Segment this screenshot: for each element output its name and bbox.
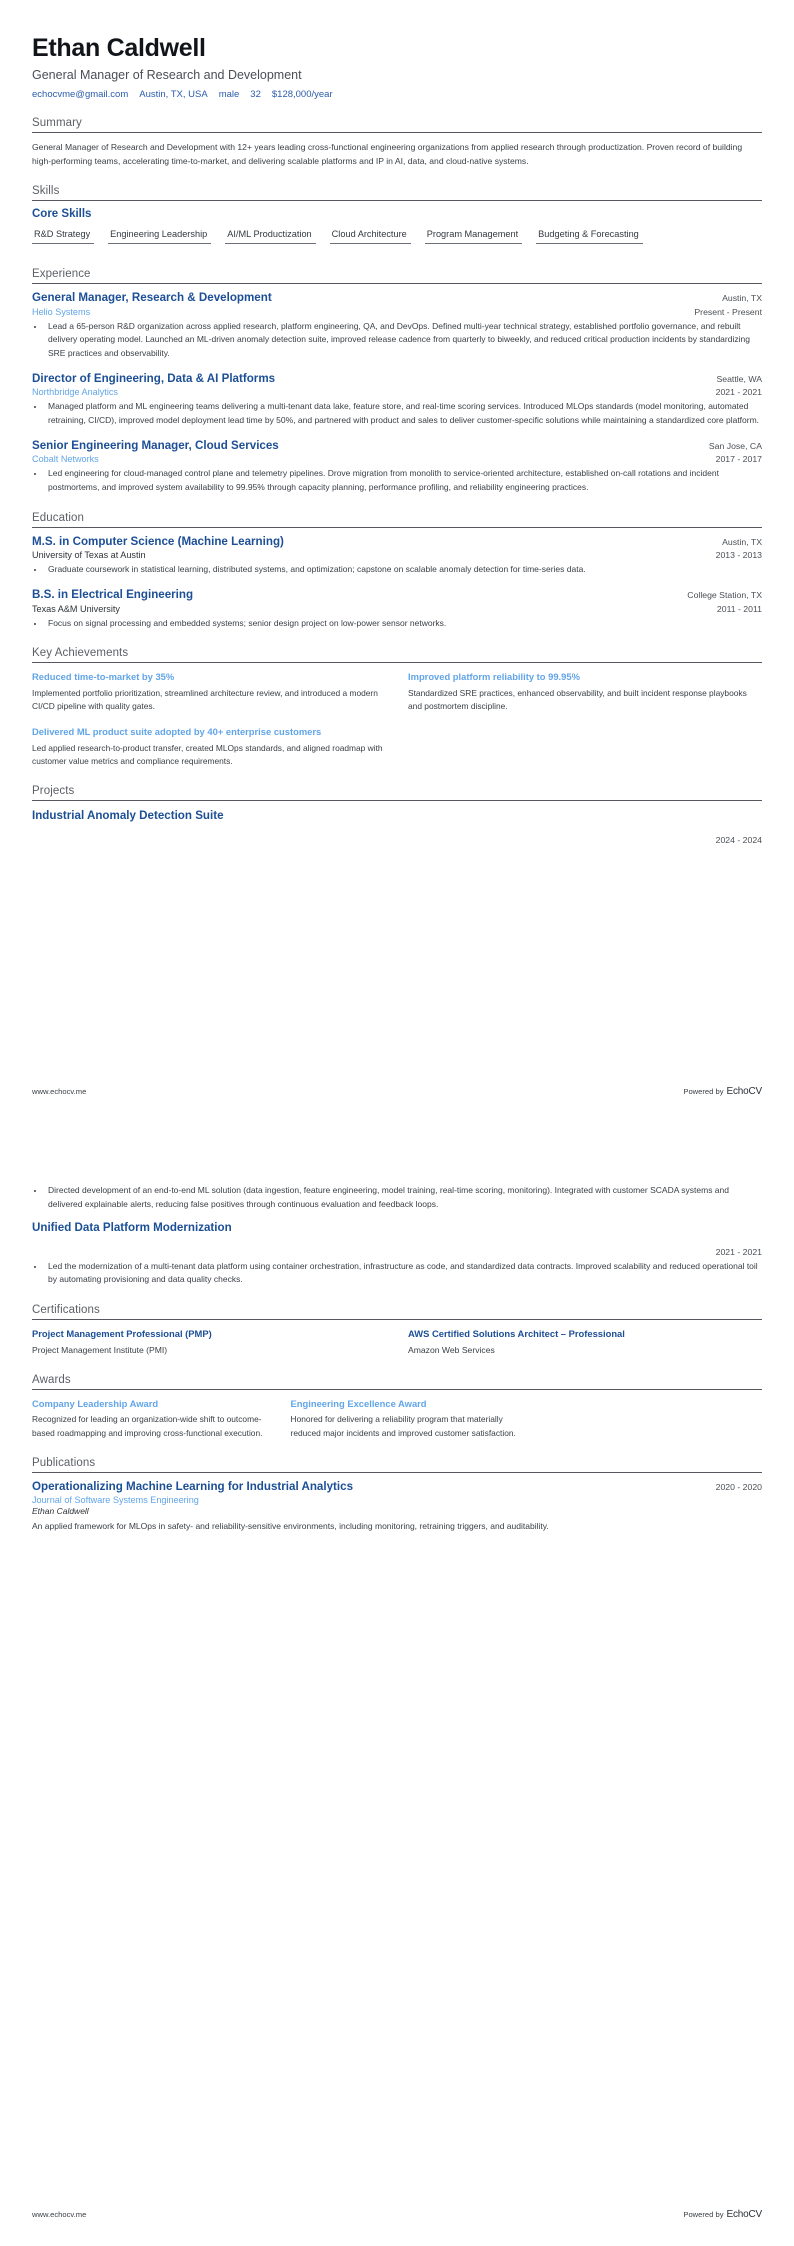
page-footer <box>32 2209 762 2220</box>
bullet-item: • Focus on signal processing and embedded systems; senior design project on low-power sensor networks. <box>45 617 762 631</box>
section-certifications <box>32 1304 762 1357</box>
publication-title: Operationalizing Machine Learning for Industrial Analytics <box>32 1480 354 1494</box>
education-bullets <box>45 563 762 577</box>
project-name: Unified Data Platform Modernization <box>32 1220 232 1234</box>
education-school: Texas A&M University <box>32 603 120 614</box>
certification-name: AWS Certified Solutions Architect – Professional <box>408 1328 625 1340</box>
certifications-grid <box>32 1327 762 1357</box>
section-heading-summary: Summary <box>32 117 762 133</box>
award-description: Recognized for leading an organization-wide shift to outcome-based roadmapping and improving cross-functional execution. <box>32 1414 263 1438</box>
publication-description: An applied framework for MLOps in safety- and reliability-sensitive environments, including monitoring, retraining triggers, and auditability. <box>32 1520 549 1531</box>
resume-header <box>32 34 762 100</box>
experience-location: Austin, TX <box>722 293 762 304</box>
publication-authors: Ethan Caldwell <box>32 1505 89 1516</box>
section-summary <box>32 117 762 168</box>
award-item <box>291 1397 528 1441</box>
achievement-item <box>32 725 386 769</box>
section-heading-publications: Publications <box>32 1457 762 1473</box>
project-entry <box>32 808 762 845</box>
education-bullets <box>45 617 762 631</box>
experience-company: Northbridge Analytics <box>32 387 118 398</box>
award-item <box>32 1397 269 1441</box>
experience-dates: Present - Present <box>694 306 762 317</box>
experience-bullets <box>45 467 762 495</box>
bullet-item: • Directed development of an end-to-end ML solution (data ingestion, feature engineering, model training, real-time scoring, monitoring). Integrated with customer SCADA systems and delivered explainable alerts, reducing false positives through continuous evaluation and feedback loops. <box>45 1184 762 1212</box>
achievement-item <box>408 670 762 714</box>
award-description: Honored for delivering a reliability program that materially reduced major incidents and improved customer satisfaction. <box>290 1414 516 1438</box>
achievement-title: Improved platform reliability to 99.95% <box>408 671 580 683</box>
certification-item <box>408 1327 762 1357</box>
contact-email[interactable]: echocvme@gmail.com <box>32 88 129 100</box>
footer-powered-label: Powered by <box>683 2210 724 2219</box>
experience-job-title: Director of Engineering, Data & AI Platforms <box>32 371 276 385</box>
section-key-achievements <box>32 647 762 768</box>
project-dates: 2021 - 2021 <box>715 1246 762 1257</box>
bullet-item: • Managed platform and ML engineering teams delivering a multi-tenant data lake, feature store, and real-time scoring services. Introduced MLOps standards (model monitoring, automated retraining, CI/CD), improved model deployment lead time by 50%, and partnered with product and sales to deliver customer-specific solutions while maintaining a standardized core platform. <box>45 400 762 428</box>
experience-job-title: Senior Engineering Manager, Cloud Services <box>32 438 279 452</box>
education-school: University of Texas at Austin <box>32 550 146 561</box>
candidate-headline: General Manager of Research and Development <box>32 67 302 82</box>
section-education <box>32 512 762 631</box>
section-experience <box>32 268 762 495</box>
award-name: Company Leadership Award <box>32 1397 159 1409</box>
experience-location: San Jose, CA <box>708 440 762 451</box>
section-heading-achievements: Key Achievements <box>32 647 762 663</box>
education-degree: M.S. in Computer Science (Machine Learning) <box>32 534 284 548</box>
section-skills <box>32 185 762 251</box>
publication-journal: Journal of Software Systems Engineering <box>32 1494 199 1505</box>
achievement-item <box>32 670 386 714</box>
skill-item: Engineering Leadership <box>108 226 211 244</box>
section-projects <box>32 785 762 845</box>
certification-name: Project Management Professional (PMP) <box>32 1328 212 1340</box>
footer-brand: EchoCV <box>726 1086 762 1097</box>
bullet-item: • Led engineering for cloud-managed control plane and telemetry pipelines. Drove migration from monolith to service-oriented architecture, established on-call rotations and incident postmortems, and improved system availability to 99.95% through capacity planning, performance profiling, and reliability engineering practices. <box>45 467 762 495</box>
section-heading-awards: Awards <box>32 1374 762 1390</box>
experience-entry <box>32 372 762 428</box>
publication-entry <box>32 1480 762 1533</box>
project-dates: 2024 - 2024 <box>715 835 762 846</box>
contact-gender: male <box>218 88 240 100</box>
achievement-title: Delivered ML product suite adopted by 40+ enterprise customers <box>32 725 322 737</box>
experience-company: Helio Systems <box>32 306 91 317</box>
footer-powered-label: Powered by <box>683 1087 724 1096</box>
contact-salary: $128,000/year <box>271 88 333 100</box>
candidate-name: Ethan Caldwell <box>32 34 206 62</box>
certification-issuer: Amazon Web Services <box>408 1344 495 1355</box>
resume-page-2 <box>0 1123 794 2246</box>
contact-line <box>32 89 762 100</box>
education-location: Austin, TX <box>722 536 762 547</box>
footer-brand: EchoCV <box>726 2209 762 2220</box>
education-location: College Station, TX <box>687 590 762 601</box>
certification-issuer: Project Management Institute (PMI) <box>32 1344 168 1355</box>
certification-item <box>32 1327 386 1357</box>
achievement-description: Standardized SRE practices, enhanced observability, and built incident response playbooks and postmortem discipline. <box>408 688 747 712</box>
award-name: Engineering Excellence Award <box>290 1397 427 1409</box>
project-entry <box>32 1220 762 1288</box>
awards-grid <box>32 1397 762 1441</box>
contact-age: 32 <box>250 88 261 100</box>
summary-text: General Manager of Research and Development with 12+ years leading cross-functional engineering organizations from applied research through productization. Proven record of building high-performing teams, accelerating time-to-market, and delivering scalable platforms and IP in AI, data, and cloud-native systems. <box>32 141 743 166</box>
publication-dates: 2020 - 2020 <box>715 1482 762 1493</box>
section-heading-certifications: Certifications <box>32 1304 762 1320</box>
experience-bullets <box>45 320 762 361</box>
achievement-description: Led applied research-to-product transfer, created MLOps standards, and aligned roadmap with customer value metrics and compliance requirements. <box>32 742 383 766</box>
section-awards <box>32 1374 762 1441</box>
education-dates: 2013 - 2013 <box>715 550 762 561</box>
footer-powered-by <box>683 2209 762 2220</box>
experience-dates: 2017 - 2017 <box>715 454 762 465</box>
section-heading-experience: Experience <box>32 268 762 284</box>
section-heading-skills: Skills <box>32 185 762 201</box>
experience-job-title: General Manager, Research & Development <box>32 291 272 305</box>
experience-entry <box>32 291 762 361</box>
experience-dates: 2021 - 2021 <box>715 387 762 398</box>
section-publications <box>32 1457 762 1533</box>
education-dates: 2011 - 2011 <box>716 603 762 614</box>
education-degree: B.S. in Electrical Engineering <box>32 588 194 602</box>
bullet-item: • Led the modernization of a multi-tenant data platform using container orchestration, infrastructure as code, and standardized data contracts. Improved scalability and reduced operational toil by automating provisioning and data quality checks. <box>45 1260 762 1288</box>
skill-group-name: Core Skills <box>32 208 92 221</box>
project-entry-continued <box>32 1184 762 1212</box>
page-footer <box>32 1086 762 1097</box>
footer-powered-by <box>683 1086 762 1097</box>
achievement-title: Reduced time-to-market by 35% <box>32 671 175 683</box>
footer-website[interactable]: www.echocv.me <box>32 1087 87 1096</box>
experience-bullets <box>45 400 762 428</box>
skill-item: Program Management <box>425 226 522 244</box>
section-heading-projects: Projects <box>32 785 762 801</box>
experience-location: Seattle, WA <box>716 373 762 384</box>
skill-item: Budgeting & Forecasting <box>536 226 643 244</box>
education-entry <box>32 535 762 577</box>
education-entry <box>32 588 762 630</box>
experience-entry <box>32 439 762 495</box>
project-name: Industrial Anomaly Detection Suite <box>32 809 224 823</box>
project-bullets <box>45 1184 762 1212</box>
skills-list <box>32 226 762 251</box>
skill-item: R&D Strategy <box>32 226 94 244</box>
bullet-item: • Lead a 65-person R&D organization across applied research, platform engineering, QA, and DevOps. Defined multi-year technical strategy, established portfolio governance, and rebuilt delivery operating model. Launched an ML-driven anomaly detection suite, improved release cadence from quarterly to biweekly, and reduced critical production incidents by standardizing SRE practices and observability. <box>45 320 762 361</box>
skill-item: AI/ML Productization <box>225 226 315 244</box>
achievement-description: Implemented portfolio prioritization, streamlined architecture review, and introduced a modern CI/CD pipeline with quality gates. <box>32 688 378 712</box>
contact-location: Austin, TX, USA <box>139 88 208 100</box>
experience-company: Cobalt Networks <box>32 454 99 465</box>
bullet-item: • Graduate coursework in statistical learning, distributed systems, and optimization; capstone on scalable anomaly detection for time-series data. <box>45 563 762 577</box>
section-heading-education: Education <box>32 512 762 528</box>
skill-item: Cloud Architecture <box>330 226 411 244</box>
achievements-grid <box>32 670 762 768</box>
project-bullets <box>45 1260 762 1288</box>
footer-website[interactable]: www.echocv.me <box>32 2210 87 2219</box>
